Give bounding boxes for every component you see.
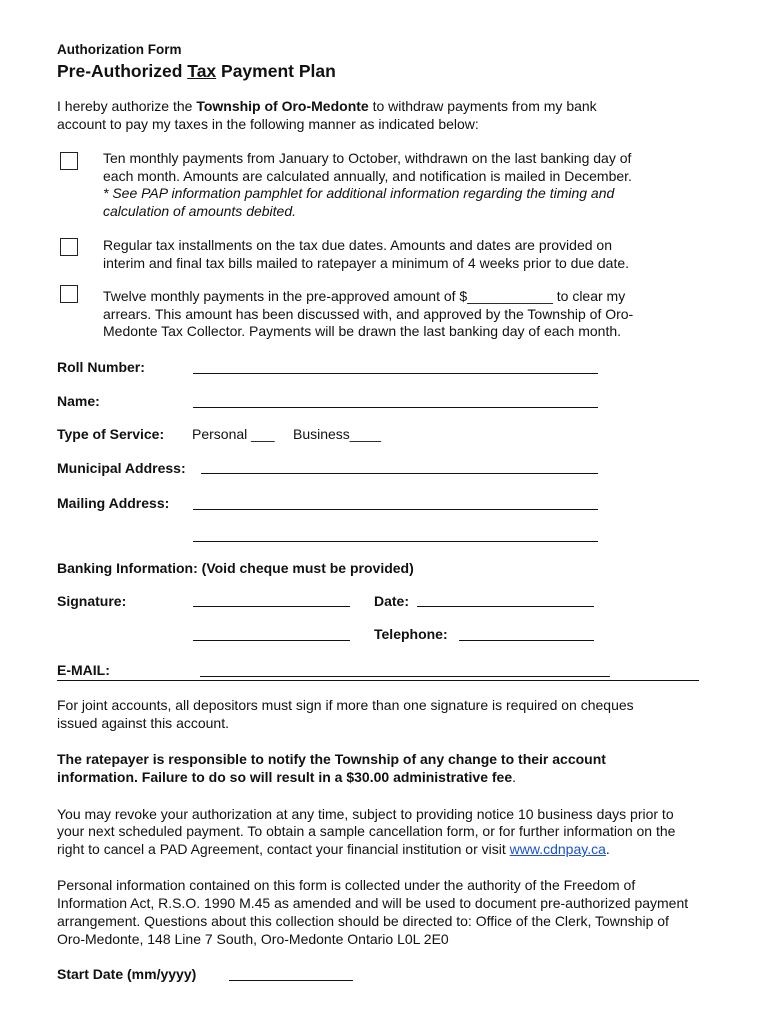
email-line[interactable]	[200, 676, 610, 677]
option3-line3: Medonte Tax Collector. Payments will be drawn the last banking day of each month.	[103, 323, 622, 339]
municipal-address-label: Municipal Address:	[57, 460, 186, 476]
revoke-line3	[57, 840, 610, 858]
municipal-address-line[interactable]	[201, 473, 598, 474]
date-label: Date:	[374, 593, 410, 609]
start-date-label: Start Date (mm/yyyy)	[57, 966, 197, 982]
option1-line3: * See PAP information pamphlet for additional information regarding the timing and	[103, 185, 615, 201]
name-label: Name:	[57, 393, 100, 409]
option-ten-monthly-checkbox[interactable]	[60, 152, 78, 170]
privacy-line4: Oro-Medonte, 148 Line 7 South, Oro-Medonte Ontario L0L 2E0	[57, 931, 449, 947]
notice-fee-text: information. Failure to do so will result in a $30.00 administrative fee	[57, 769, 513, 785]
privacy-line2: Information Act, R.S.O. 1990 M.45 as amended and will be used to document pre-authorized payment	[57, 895, 689, 911]
title-part1: Pre-Authorized	[57, 61, 188, 81]
banking-info-label: Banking Information: (Void cheque must be provided)	[57, 560, 414, 576]
mailing-address-label: Mailing Address:	[57, 495, 170, 511]
option3-text-b: to clear my	[552, 288, 626, 304]
option-regular-installments-checkbox[interactable]	[60, 238, 78, 256]
intro-line1	[57, 97, 597, 115]
signature-label: Signature:	[57, 593, 127, 609]
form-label: Authorization Form	[57, 42, 182, 57]
signature-line-1[interactable]	[193, 606, 350, 607]
privacy-line3: arrangement. Questions about this collection should be directed to: Office of the Clerk, Township of	[57, 913, 669, 929]
option2-line2: interim and final tax bills mailed to ratepayer a minimum of 4 weeks prior to due date.	[103, 255, 630, 271]
service-business[interactable]: Business____	[293, 426, 381, 442]
telephone-line[interactable]	[459, 640, 594, 641]
date-line[interactable]	[417, 606, 594, 607]
name-line[interactable]	[193, 407, 598, 408]
roll-number-label: Roll Number:	[57, 359, 145, 375]
option3-text-a: Twelve monthly payments in the pre-approved amount of $	[103, 288, 468, 304]
telephone-label: Telephone:	[374, 626, 448, 642]
service-personal[interactable]: Personal ___	[192, 426, 275, 442]
intro-text-b: to withdraw payments from my bank	[368, 98, 597, 114]
page-title	[57, 61, 336, 82]
intro-line2: account to pay my taxes in the following manner as indicated below:	[57, 116, 479, 132]
joint-line2: issued against this account.	[57, 715, 229, 731]
revoke-line1: You may revoke your authorization at any time, subject to providing notice 10 business days prior to	[57, 806, 674, 822]
option1-line1: Ten monthly payments from January to October, withdrawn on the last banking day of	[103, 150, 632, 166]
intro-text-a: I hereby authorize the	[57, 98, 197, 114]
revoke-line2: your next scheduled payment. To obtain a sample cancellation form, or for further information on the	[57, 823, 676, 839]
start-date-line[interactable]	[229, 980, 353, 981]
notice-line2	[57, 768, 516, 786]
revoke-period: .	[605, 841, 610, 857]
intro-township: Township of Oro-Medonte	[196, 98, 369, 114]
amount-blank[interactable]: ___________	[467, 288, 553, 304]
title-part2: Payment Plan	[216, 61, 336, 81]
revoke-text: right to cancel a PAD Agreement, contact your financial institution or visit	[57, 841, 510, 857]
roll-number-line[interactable]	[193, 373, 598, 374]
option3-line1	[103, 287, 625, 305]
mailing-address-line-1[interactable]	[193, 509, 598, 510]
email-label: E-MAIL:	[57, 662, 110, 678]
joint-line1: For joint accounts, all depositors must sign if more than one signature is required on cheques	[57, 697, 634, 713]
section-divider	[57, 680, 699, 681]
signature-line-2[interactable]	[193, 640, 350, 641]
option1-line4: calculation of amounts debited.	[103, 203, 297, 219]
title-tax: Tax	[187, 61, 217, 81]
option1-line2: each month. Amounts are calculated annually, and notification is mailed in December.	[103, 168, 632, 184]
notice-period: .	[512, 769, 517, 785]
type-of-service-label: Type of Service:	[57, 426, 165, 442]
option2-line1: Regular tax installments on the tax due dates. Amounts and dates are provided on	[103, 237, 612, 253]
option3-line2: arrears. This amount has been discussed with, and approved by the Township of Oro-	[103, 306, 634, 322]
option-twelve-monthly-checkbox[interactable]	[60, 285, 78, 303]
privacy-line1: Personal information contained on this form is collected under the authority of the Freedom of	[57, 877, 636, 893]
notice-line1: The ratepayer is responsible to notify the Township of any change to their account	[57, 751, 606, 767]
cdnpay-link[interactable]: www.cdnpay.ca	[509, 841, 606, 857]
mailing-address-line-2[interactable]	[193, 541, 598, 542]
